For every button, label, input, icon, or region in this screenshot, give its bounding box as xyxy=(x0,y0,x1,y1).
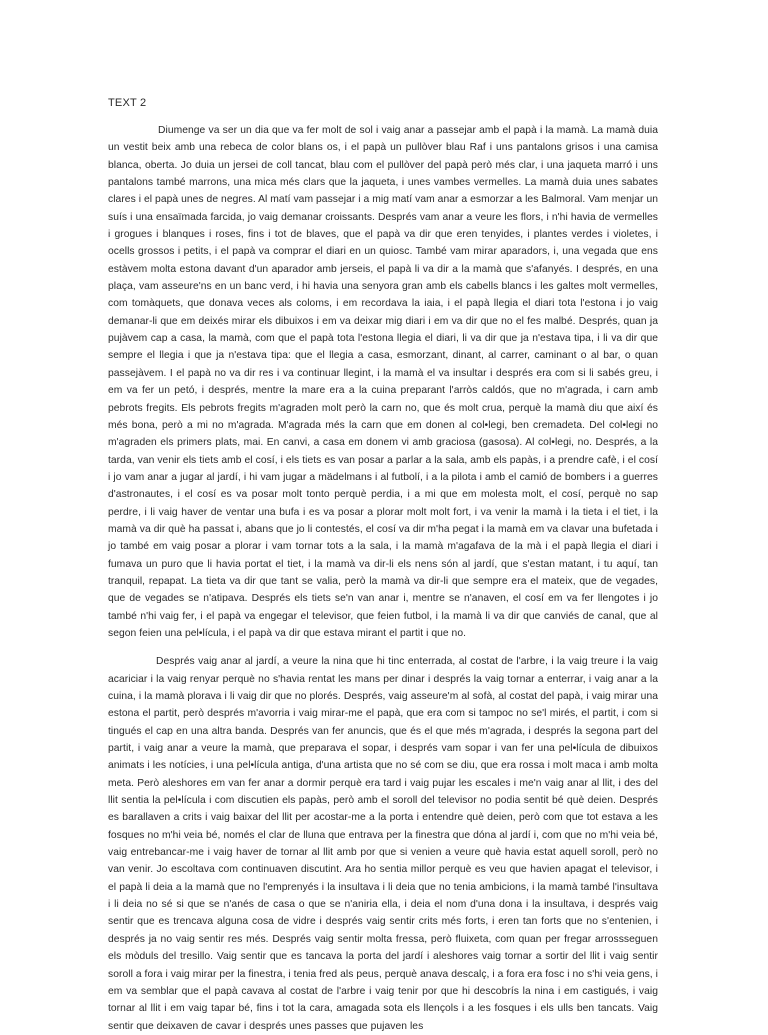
paragraph-1: Diumenge va ser un dia que va fer molt de sol i vaig anar a passejar amb el papà i la mamà. La mamà duia un vestit beix amb una rebeca de color blans os, i el papà un pullòver blau Raf i uns pantalons grisos i una camisa blanca, oberta. Jo duia un jersei de coll tancat, blau com el pullòver del papà però més clar, i una jaqueta marró i uns pantalons també marrons, una mica més clars que la jaqueta, i unes vambes vermelles. La mamà duia unes sabates clares i el papà unes de negres. Al matí vam passejar i a mig matí vam anar a esmorzar a les Balmoral. Vam menjar un suís i una ensaïmada farcida, jo vaig demanar croissants. Després vam anar a veure les flors, i n'hi havia de vermelles i grogues i blanques i roses, fins i tot de blaves, que el papà va dir que eren tenyides, i plantes verdes i violetes, i ocells grossos i petits, i el papà va comprar el diari en un quiosc. També vam mirar aparadors, i, una vegada que ens estàvem molta estona davant d'un aparador amb jerseis, el papà li va dir a la mamà que s'afanyés. I després, en una plaça, vam asseure'ns en un banc verd, i hi havia una senyora gran amb els cabells blancs i les galtes molt vermelles, com tomàquets, que donava veces als coloms, i em recordava la iaia, i el papà llegia el diari tota l'estona i jo vaig demanar-li que em deixés mirar els dibuixos i em va deixar mig diari i em va dir que no el fes malbé. Després, quan ja pujàvem cap a casa, la mamà, com que el papà tota l'estona llegia el diari, li va dir que ja n'estava tipa, i li va dir que sempre el llegia i que ja n'estava tipa: que el llegia a casa, esmorzant, dinant, al carrer, caminant o al bar, o quan passejàvem. I el papà no va dir res i va continuar llegint, i la mamà el va insultar i després era com si li sabés greu, i em va fer un petó, i després, mentre la mare era a la cuina preparant l'arròs caldós, que no m'agrada, i carn amb pebrots fregits. Els pebrots fregits m'agraden molt però la carn no, que és molt crua, perquè la mamà diu que així és més bona, però a mi no m'agrada. M'agrada més la carn que em donen al col•legi, ben cremadeta. Del col•legi no m'agraden els primers plats, mai. En canvi, a casa em donem vi amb graciosa (gasosa). Al col•legi, no. Després, a la tarda, van venir els tiets amb el cosí, i els tiets es van posar a parlar a la sala, amb els papàs, i a prendre cafè, i el cosí i jo vam anar a jugar al jardí, i hi vam jugar a mädelmans i al futbolí, i a la pilota i amb el camió de bombers i a guerres d'astronautes, i el cosí es va posar molt tonto perquè perdia, i a mi que em molesta molt, el cosí, perquè no sap perdre, i li vaig haver de ventar una bufa i es va posar a plorar molt molt fort, i va venir la mamà i la tieta i el tiet, i la mamà va dir què ha passat i, abans que jo li contestés, el cosí va dir m'ha pegat i la mamà em va clavar una bufetada i jo també em vaig posar a plorar i vam tornar tots a la sala, i la mamà m'agafava de la mà i el papà llegia el diari i fumava un puro que li havia portat el tiet, i la mamà va dir-li els nens són al jardí, que s'estan matant, i tu aquí, tan tranquil, repapat. La tieta va dir que tant se valia, però la mamà va dir-li que sempre era el mateix, que de vegades, que de vegades se n'atipava. Després els tiets se'n van anar i, mentre se n'anaven, el cosí em va fer llengotes i jo també n'hi vaig fer, i el papà va engegar el televisor, que feien futbol, i la mamà li va dir que canviés de canal, que al segon feien una pel•lícula, i el papà va dir que estava mirant el partit i que no. xyxy=(108,125,658,639)
document-heading: TEXT 2 xyxy=(108,97,147,109)
document-page xyxy=(108,96,658,1035)
paragraph-2: Després vaig anar al jardí, a veure la nina que hi tinc enterrada, al costat de l'arbre, i la vaig treure i la vaig acariciar i la vaig renyar perquè no s'havia rentat les mans per dinar i després la vaig tornar a enterrar, i vaig anar a la cuina, i la mamà plorava i li vaig dir que no plorés. Després, vaig asseure'm al sofà, al costat del papà, i vaig mirar una estona el partit, però després m'avorria i vaig mirar-me el papà, que era com si tampoc no se'l mirés, el partit, i com si tingués el cap en una altra banda. Després van fer anuncis, que és el que més m'agrada, i després la segona part del partit, i vaig anar a veure la mamà, que preparava el sopar, i després vam sopar i van fer una pel•lícula de dibuixos animats i les notícies, i una pel•lícula antiga, d'una artista que no sé com se diu, que era rossa i molt maca i amb molta meta. Però aleshores em van fer anar a dormir perquè era tard i vaig pujar les escales i me'n vaig anar al llit, i des del llit sentia la pel•lícula i com discutien els papàs, però amb el soroll del televisor no podia sentit bé què deien. Després es barallaven a crits i vaig baixar del llit per acostar-me a la porta i entendre què deien, però com que tot estava a les fosques no m'hi veia bé, només el clar de lluna que entrava per la finestra que dóna al jardí i, com que no m'hi veia bé, vaig entrebancar-me i vaig haver de tornar al llit amb por que si venien a veure què havia estat aquell soroll, però no van venir. Jo escoltava com continuaven discutint. Ara ho sentia millor perquè es veu que havien apagat el televisor, i el papà li deia a la mamà que no l'emprenyés i la insultava i li deia que no tenia ambicions, i la mamà també l'insultava i li deia no sé si que se n'anés de casa o que se n'aniria ella, i deia el nom d'una dona i la insultava, i després vaig sentir que es trencava alguna cosa de vidre i després vaig sentir crits més forts, i eren tan forts que no s'entenien, i després ja no vaig sentir res més. Després vaig sentir molta fressa, però fluixeta, com quan per fregar arrossseguen els mòduls del tresillo. Vaig sentir que es tancava la porta del jardí i aleshores vaig tornar a sortir del llit i vaig sentir soroll a fora i vaig mirar per la finestra, i tenia fred als peus, perquè anava descalç, i a fora era fosc i no s'hi veia gens, i em va semblar que el papà cavava al costat de l'arbre i vaig tenir por que hi descobrís la nina i em castigués, i vaig tornar al llit i em vaig tapar bé, fins i tot la cara, amagada sota els llençols i a les fosques i els ulls ben tancats. Vaig sentir que deixaven de cavar i després unes passes que pujaven les xyxy=(108,656,658,1032)
